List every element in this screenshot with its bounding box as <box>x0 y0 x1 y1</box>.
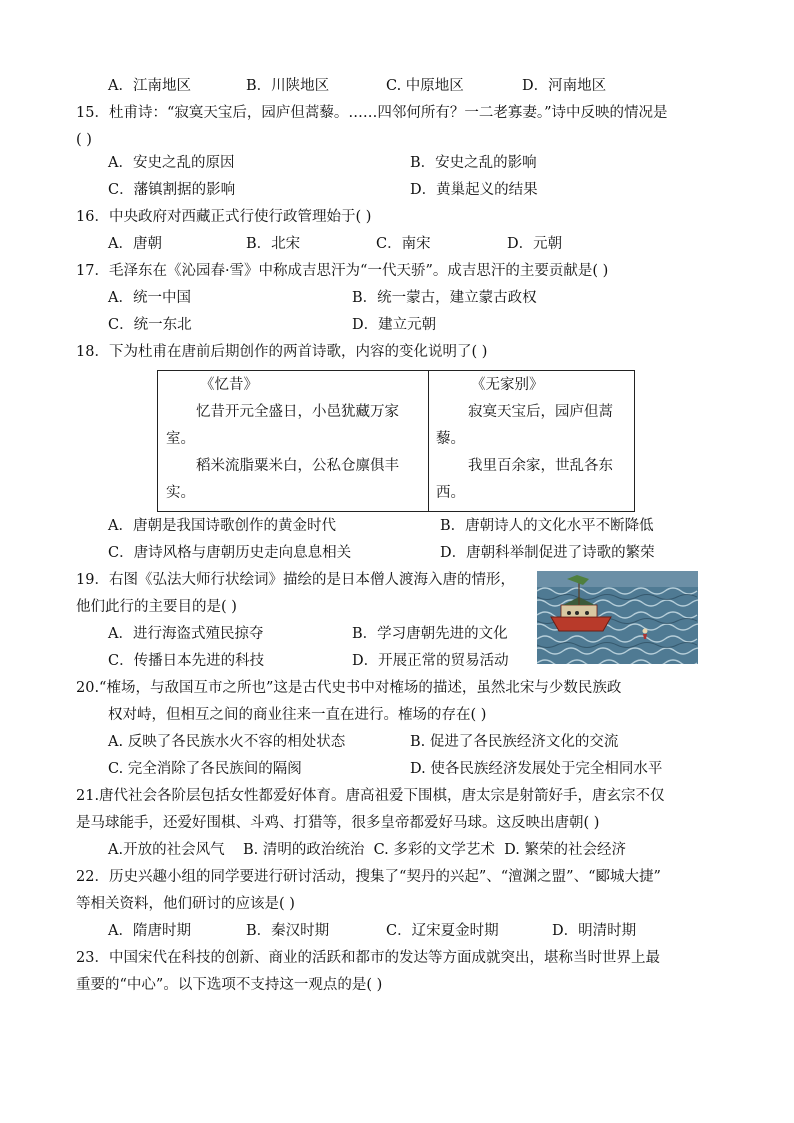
q22-option-c: C．辽宋夏金时期 <box>386 923 499 939</box>
poem-table-divider <box>428 371 429 511</box>
poem-comparison-table <box>157 370 635 512</box>
q19-option-b: B．学习唐朝先进的文化 <box>352 626 508 642</box>
q16-option-d: D．元朝 <box>507 236 563 252</box>
q16-stem: 16．中央政府对西藏正式行使行政管理始于( ) <box>76 209 372 225</box>
q19-option-c: C．传播日本先进的科技 <box>108 653 265 669</box>
q20-option-a: A. 反映了各民族水火不容的相处状态 <box>108 734 346 750</box>
q17-stem: 17．毛泽东在《沁园春·雪》中称成吉思汗为“一代天骄”。成吉思汗的主要贡献是( ) <box>76 263 609 279</box>
q20-option-c: C. 完全消除了各民族间的隔阂 <box>108 761 302 777</box>
q22-stem: 22．历史兴趣小组的同学要进行研讨活动，搜集了“契丹的兴起”、“澶渊之盟”、“郾城大捷” <box>76 869 661 885</box>
q20-option-d: D. 使各民族经济发展处于完全相同水平 <box>410 761 663 777</box>
q18-option-d: D．唐朝科举制促进了诗歌的繁荣 <box>440 545 655 561</box>
q17-option-c: C．统一东北 <box>108 317 192 333</box>
q16-option-a: A．唐朝 <box>108 236 162 252</box>
q22-option-d: D．明清时期 <box>552 923 637 939</box>
q15-stem: 15．杜甫诗：“寂寞天宝后，园庐但蒿藜。……四邻何所有？一二老寡妻。”诗中反映的情况是 <box>76 105 668 121</box>
poem-left-line-3: 稻米流脂粟米白，公私仓廪俱丰 <box>196 458 399 474</box>
q16-option-b: B．北宋 <box>246 236 301 252</box>
q14-option-d: D．河南地区 <box>522 78 607 94</box>
q15-stem-bracket: ( ) <box>76 132 92 148</box>
q14-option-b: B．川陕地区 <box>246 78 330 94</box>
q20-stem: 20.“榷场，与敌国互市之所也”这是古代史书中对榷场的描述，虽然北宋与少数民族政 <box>76 680 622 696</box>
q18-option-a: A．唐朝是我国诗歌创作的黄金时代 <box>108 518 336 534</box>
poem-left-line-4: 实。 <box>166 485 195 501</box>
q18-option-c: C．唐诗风格与唐朝历史走向息息相关 <box>108 545 352 561</box>
q17-option-a: A．统一中国 <box>108 290 191 306</box>
poem-left-line-2: 室。 <box>166 431 195 447</box>
q17-option-d: D．建立元朝 <box>352 317 437 333</box>
poem-right-line-2: 藜。 <box>436 431 465 447</box>
q18-option-b: B．唐朝诗人的文化水平不断降低 <box>440 518 654 534</box>
q14-option-c: C. 中原地区 <box>386 78 464 94</box>
q21-stem: 21.唐代社会各阶层包括女性都爱好体育。唐高祖爱下围棋，唐太宗是射箭好手，唐玄宗不仅 <box>76 788 665 804</box>
q19-stem: 19．右图《弘法大师行状绘词》描绘的是日本僧人渡海入唐的情形， <box>76 572 515 588</box>
q23-stem: 23．中国宋代在科技的创新、商业的活跃和都市的发达等方面成就突出，堪称当时世界上最 <box>76 950 660 966</box>
q18-stem: 18．下为杜甫在唐前后期创作的两首诗歌，内容的变化说明了( ) <box>76 344 488 360</box>
q23-stem-2: 重要的“中心”。以下选项不支持这一观点的是( ) <box>76 977 383 993</box>
poem-left-title: 《忆昔》 <box>200 377 258 393</box>
poem-right-title: 《无家别》 <box>471 377 544 393</box>
q22-stem-2: 等相关资料，他们研讨的应该是( ) <box>76 896 295 912</box>
monk-voyage-painting-svg <box>537 571 698 664</box>
q22-option-b: B．秦汉时期 <box>246 923 330 939</box>
q15-option-b: B．安史之乱的影响 <box>410 155 537 171</box>
q16-option-c: C．南宋 <box>376 236 431 252</box>
q19-option-d: D．开展正常的贸易活动 <box>352 653 509 669</box>
poem-right-line-4: 西。 <box>436 485 465 501</box>
monk-voyage-painting <box>537 571 698 664</box>
q21-stem-2: 是马球能手，还爱好围棋、斗鸡、打猎等，很多皇帝都爱好马球。这反映出唐朝( ) <box>76 815 600 831</box>
poem-left-line-1: 忆昔开元全盛日，小邑犹藏万家 <box>196 404 399 420</box>
q21-options: A.开放的社会风气 B. 清明的政治统治 C. 多彩的文学艺术 D. 繁荣的社会经济 <box>108 842 626 858</box>
poem-right-line-1: 寂寞天宝后，园庐但蒿 <box>468 404 613 420</box>
q20-option-b: B. 促进了各民族经济文化的交流 <box>410 734 619 750</box>
q14-option-a: A．江南地区 <box>108 78 191 94</box>
q19-option-a: A．进行海盗式殖民掠夺 <box>108 626 264 642</box>
q15-option-c: C．藩镇割据的影响 <box>108 182 236 198</box>
poem-right-line-3: 我里百余家，世乱各东 <box>468 458 613 474</box>
q19-stem-2: 他们此行的主要目的是( ) <box>76 599 237 615</box>
q17-option-b: B．统一蒙古，建立蒙古政权 <box>352 290 537 306</box>
q15-option-d: D．黄巢起义的结果 <box>410 182 538 198</box>
q15-option-a: A．安史之乱的原因 <box>108 155 235 171</box>
q20-stem-2: 权对峙，但相互之间的商业往来一直在进行。榷场的存在( ) <box>108 707 487 723</box>
q22-option-a: A．隋唐时期 <box>108 923 191 939</box>
